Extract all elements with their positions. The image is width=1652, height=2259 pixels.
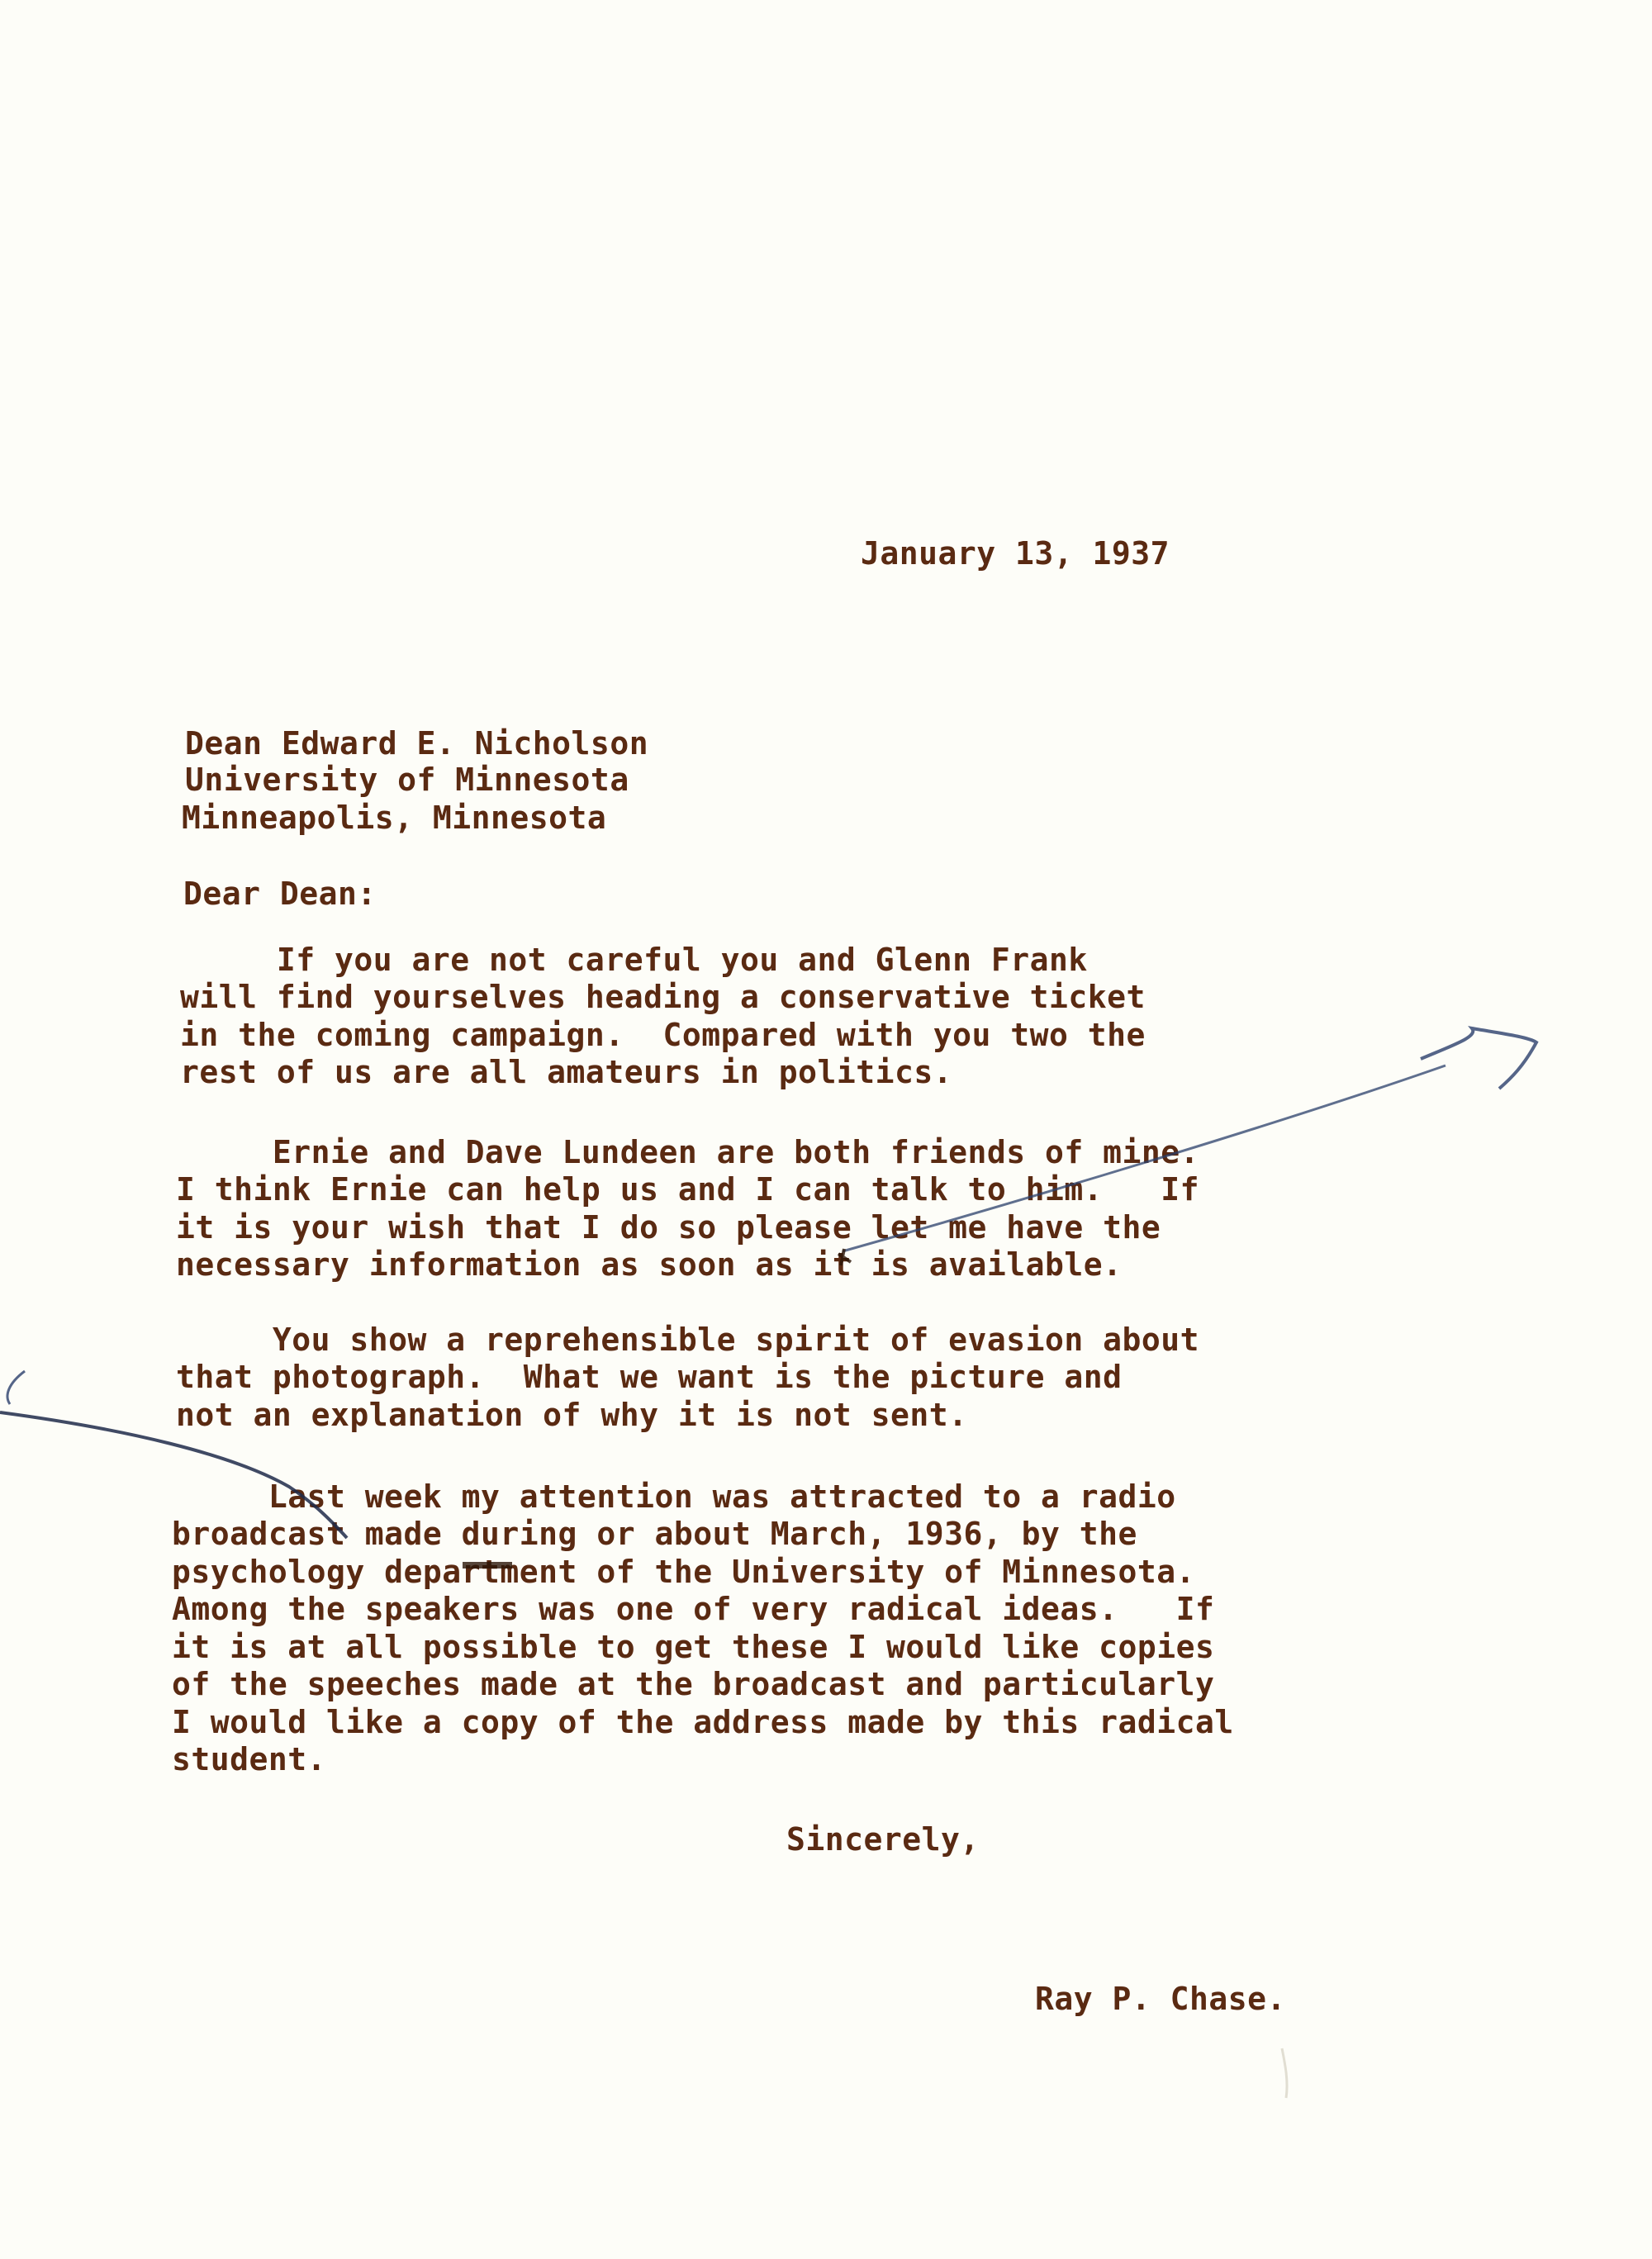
paragraph-line: that photograph. What we want is the picture and [176, 1359, 1123, 1395]
paragraph-line: not an explanation of why it is not sent. [176, 1397, 968, 1433]
paragraph-line: I would like a copy of the address made by this radical [172, 1704, 1234, 1740]
pencil-mark-squiggle [1421, 1028, 1536, 1089]
paragraph-line: psychology department of the University of Minnesota. [172, 1554, 1196, 1590]
address-line: University of Minnesota [185, 762, 629, 798]
paragraph-line: it is at all possible to get these I would like copies [172, 1629, 1215, 1665]
pencil-mark-bracket [7, 1371, 25, 1404]
paragraph-line: rest of us are all amateurs in politics. [180, 1054, 953, 1090]
paragraph-line: Last week my attention was attracted to a radio [172, 1478, 1176, 1515]
paragraph-line: broadcast made during or about March, 1936, by the [172, 1516, 1137, 1552]
paragraph-line: it is your wish that I do so please let me have the [176, 1209, 1161, 1246]
paragraph-line: student. [172, 1741, 327, 1777]
closing: Sincerely, [786, 1821, 980, 1858]
paragraph-line: in the coming campaign. Compared with you two the [180, 1017, 1146, 1053]
paragraph-line: If you are not careful you and Glenn Frank [180, 942, 1088, 978]
paragraph-line: Ernie and Dave Lundeen are both friends of mine. [176, 1134, 1200, 1170]
paragraph-line: I think Ernie can help us and I can talk to him. If [176, 1171, 1200, 1208]
signature-name: Ray P. Chase. [1035, 1981, 1286, 2017]
paragraph-line: will find yourselves heading a conservative ticket [180, 979, 1146, 1015]
paragraph-line: You show a reprehensible spirit of evasion about [176, 1322, 1200, 1358]
salutation: Dear Dean: [183, 876, 377, 912]
paragraph-line: necessary information as soon as it is available. [176, 1246, 1123, 1283]
pencil-tick [1282, 2048, 1287, 2098]
paragraph-line: of the speeches made at the broadcast and particularly [172, 1666, 1215, 1702]
letter-date: January 13, 1937 [861, 535, 1170, 572]
address-line: Dean Edward E. Nicholson [185, 725, 649, 762]
paragraph-line: Among the speakers was one of very radical ideas. If [172, 1591, 1215, 1627]
address-line: Minneapolis, Minnesota [182, 800, 607, 836]
